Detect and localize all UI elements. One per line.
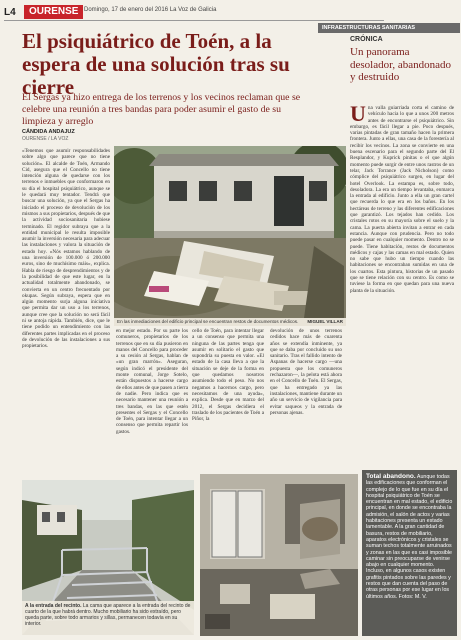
- interior-photo-image: [200, 474, 358, 636]
- main-photo: [114, 146, 346, 318]
- sidebar-body: [350, 105, 454, 475]
- headline: El psiquiátrico de Toén, a la espera de una solución tras su cierre: [22, 29, 290, 99]
- article-column-4: devolución de unos terrenos cedidos hace más de cuarenta años se extendía inminente, ya que se daba por concluido su uso sanitario. Tras el fallido intento de Aspanas de hacerse cargo —una propuesta que los comuneros rechazaron—, la pelota está ahora en el Concello de Toén. El Sergas, que ha entregado ya las instalaciones, mantiene durante un año un servicio de vigilancia para evitar saqueos y la entrada de personas ajenas.: [270, 328, 342, 416]
- main-photo-credit: MIGUEL VILLAR: [307, 319, 343, 324]
- main-photo-image: [114, 146, 346, 318]
- interior-caption-text: Aunque todas las edificaciones que conforman el complejo de lo que fue en su día el hospital psiquiátrico de Toén se encuentran en mal estado, el edificio principal, en donde se encontraba la admisión, el salón de actos y varias habitaciones presenta un estado lamentable. A la gran cantidad de basura, restos de mobiliario, aparatos electrónicos y cristales se suman techos totalmente arruinados y zonas en las que es casi imposible caminar sin preocuparse de venirse abajo en cualquier momento. Incluso, en algunos casos existen grafitis pintados sobre las paredes y restos que dan cuenta del paso de otras personas por ese lugar en los últimos años. Fotos: M. V.: [366, 474, 453, 600]
- byline-location: OURENSE / LA VOZ: [22, 136, 69, 142]
- article-column-1: «Tenemos que asumir responsabilidades sobre algo que parece que no tiene solución». El alcalde de Toén, Armando Cid, asegura que el Concello no tiene intención alguna de quedarse con los terrenos e inmuebles que conformaron en su día el hospital psiquiátrico, aunque se le quedará muy tentador. Tendrá que buscar una solución, ya que el Sergas ha iniciado el proceso de devolución de los mismos a sus propietarios, después de que la actividad sociosanitaria hubiese terminado. El regidor subraya que a la entidad municipal le resulta imposible asumir la inversión necesaria para adecuar las instalaciones y valora la situación de estado hoy. «Nós estamos hablando de una inversión de 100.000 ó 200.000 euros, sino de muchísimo máis», explica. Habla de riesgo de desprendimientos y de la posibilidad de que este lugar, en la actualidad totalmente abandonado, se convierta en un centro frecuentado por okupas. Según subraya, espera que en algún momento surja alguna iniciativa que permita dar un uso a los terrenos, aunque cree que la solución no será fácil ni se antoja rápida. También, dice, que le tiene podido un entendimiento con las diferentes partes implicadas en el proceso de devolución de las instalaciones a sus propietarios.: [22, 148, 110, 350]
- section-tag: INFRAESTRUCTURAS SANITARIAS: [318, 23, 460, 33]
- entrance-caption-text: La cama que aparece a la entrada del recinto de cuarto de la que habrá dentro. Mucho mobiliario ha sido extraído, pero queda parte, sobre todo armarios y sillas, permanecen todavía en su interior.: [25, 603, 191, 627]
- entrance-caption-title: A la entrada del recinto.: [25, 603, 82, 609]
- interior-photo-caption: [362, 470, 457, 636]
- interior-caption-title: Total abandono.: [366, 473, 416, 480]
- entrance-photo-caption: [22, 601, 194, 635]
- main-photo-caption-text: En las inmediaciones del edificio principal se encuentran restos de documentos médicos.: [117, 319, 299, 324]
- page-number: L4: [4, 7, 16, 18]
- article-column-3: cello de Toén, para intentar llegar a un consenso que permita una ninguna de las partes tenga que asumir en solitario el gasto que supondría su puesta en valor. «El estado de la casa lleva a que la situación se deje de la forma en que quedamos nosotros asumiendo todo el peso. No nos negamos a hacernos cargo, pero necesitamos de una ayuda», explica. Desde que en marzo del 2012, el Sergas decidiera el traslado de los pacientes de Toén a Piñor, la: [192, 328, 264, 423]
- main-photo-caption: [114, 318, 346, 326]
- article-column-2: en mejor estado. Por su parte los comuneros, propietarios de los terrenos que en su día pusieron en manos del Concello para proceder a su cesión al Sergas, hablan de «un gran marrón». Aseguran, según indicó el presidente del monte comunal, Jorge Sotelo, están dispuestos a hacerse cargo de ellos antes de que pasen a tierra de nadie. Pero indica que es necesario mantener una reunión a tres bandas, en las que estén presentes el Sergas y el Concello de Toén, para intentar llegar a un consenso que permita repartir los gastos.: [116, 328, 188, 435]
- sidebar-kicker: CRÓNICA: [350, 36, 383, 43]
- header-divider: [4, 20, 384, 21]
- byline: CÁNDIDA ANDAJUZ: [22, 129, 75, 135]
- section-label: OURENSE: [24, 5, 83, 19]
- sidebar-body-text: na valla guiarriada corta el camino de vehículo hacia lo que a unos 200 metros antes de encontrarse el psiquiátrico. Sin embargo, es fácil llegar a pie. Poco después, varias pintadas de gran tamaño hacen la primera frontera. Junto a ellas, una casa de la forestería al recibir los vecinos. La zona se convierte en una buena escenario para el segundo parte del El Resplandor, y Kuprick pinitas o el que algún momento puede surgir de entre unos rastros de un telar, Jack Torrance (Jack Nicholson) como cómplice del psiquiátrico surgen, en lugar del hotel Overlook. La estampa es, sobre todo, desoladora. La era un tiempo levantaba, enmarca la entrada al edificio. Junto a ella un gran cartel que recuerda lo que era en los baños. En los hectáreas de terreno y las diferentes edificaciones que garantizó. Los tejados han cedido. Los cristales rotos en su mayoría sobre el suelo y la cama. La puerta abierta invitan a entrar en cada estancia. Aunque con prudencia. Pero no todo puede pasar en cualquier momento. Dentro no se puede. Tiene habitación, restos de documentos médicos y cajas y las camas en mal estado. Quien no sabe que hubo un tiempo cuando las habitaciones se encontraban sumidas en una de los cuartos. Esta pintura, historias de un pasado que se tiene relación con su centro. Es como se tuviese la forma en que quedan para una nueva planta de la situación.: [350, 105, 454, 294]
- sidebar-dropcap: U: [350, 105, 366, 126]
- interior-photo: [200, 474, 358, 636]
- sidebar-chronicle: [350, 36, 457, 476]
- lead-paragraph: El Sergas ya hizo entrega de los terrenos y los vecinos reclaman que se celebre una reunión a tres bandas para poder asumir el gasto de su limpieza y arreglo: [22, 92, 301, 127]
- date-line: Domingo, 17 de enero del 2016 La Voz de Galicia: [84, 7, 217, 13]
- sidebar-title: Un panorama desolador, abandonado y destruido: [350, 46, 451, 83]
